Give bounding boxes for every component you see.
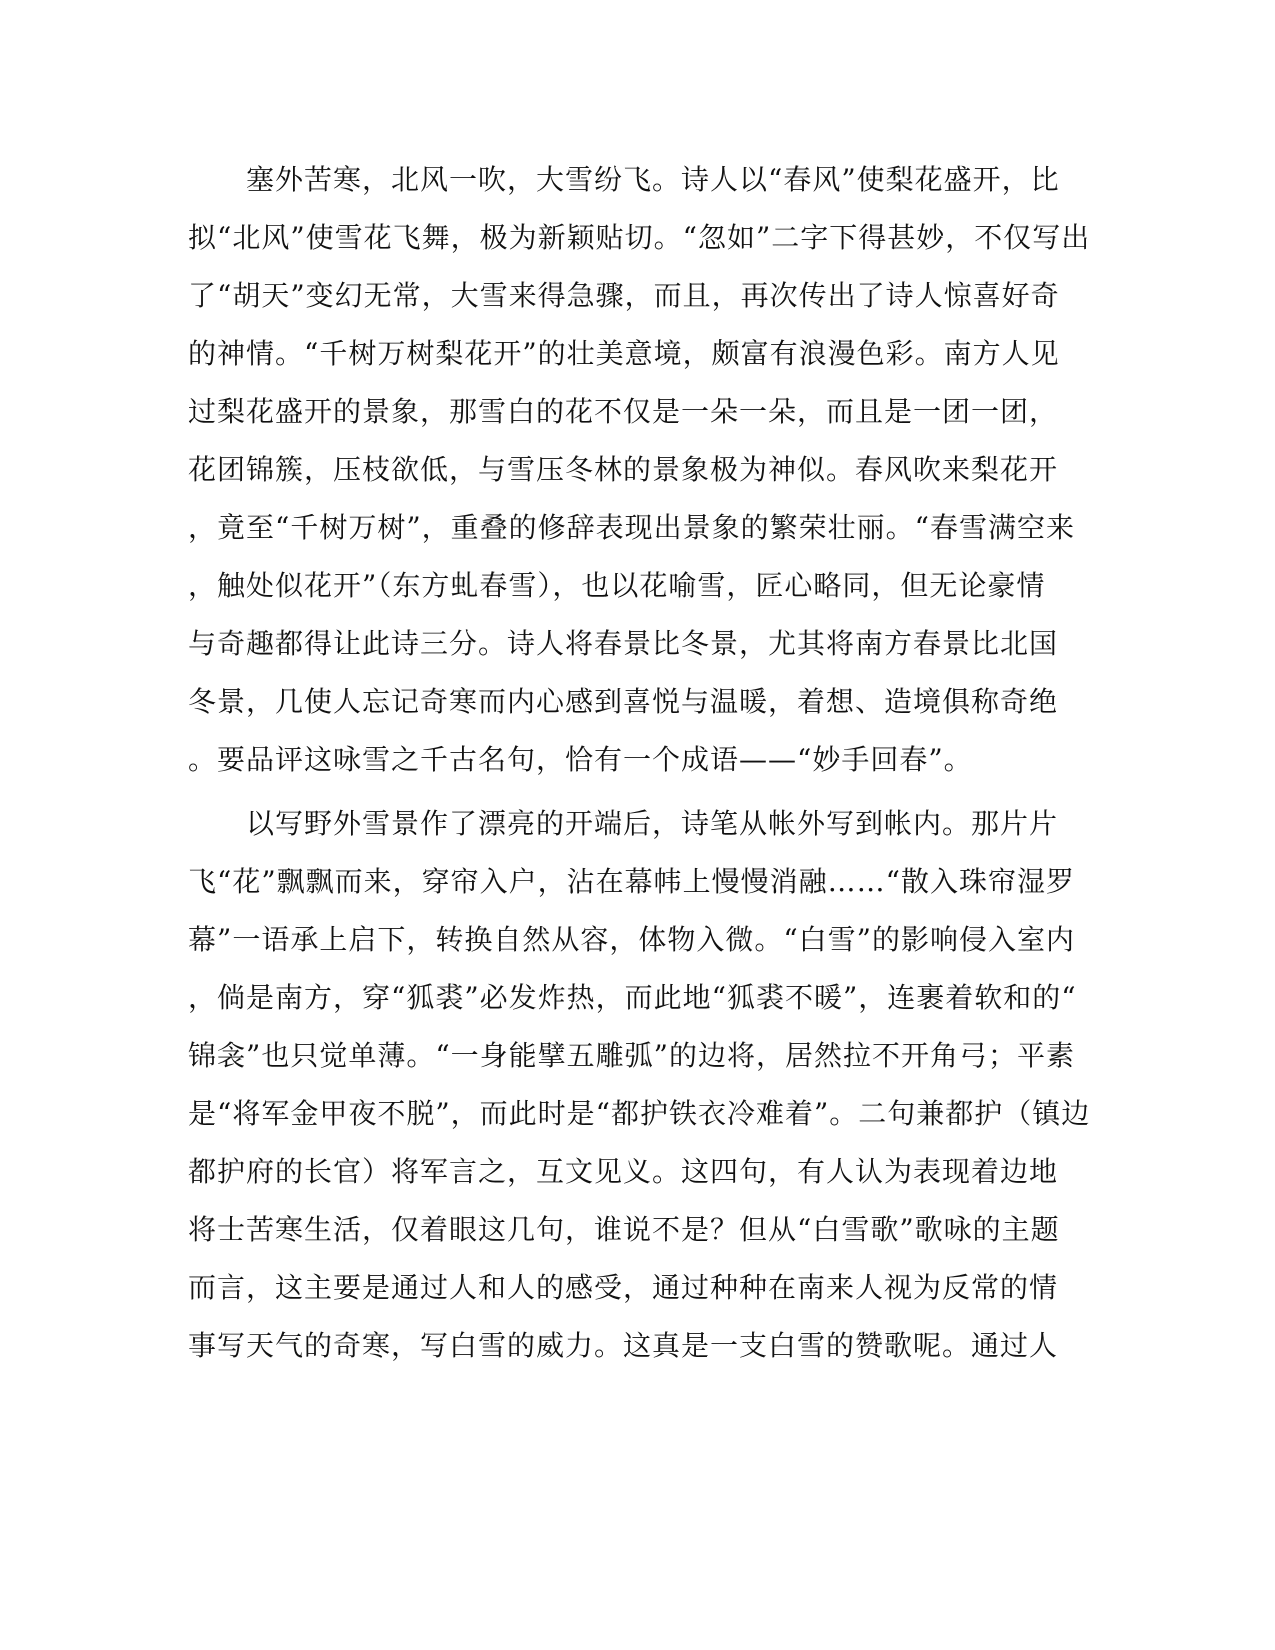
text-line: 塞外苦寒，北风一吹，大雪纷飞。诗人以“春风”使梨花盛开，比 (188, 163, 1060, 196)
text-line: 的神情。“千树万树梨花开”的壮美意境，颇富有浪漫色彩。南方人见 (188, 337, 1060, 370)
text-line: ，竟至“千树万树”，重叠的修辞表现出景象的繁荣壮丽。“春雪满空来 (188, 511, 1075, 544)
text-line: 以写野外雪景作了漂亮的开端后，诗笔从帐外写到帐内。那片片 (188, 807, 1059, 840)
text-line: 锦衾”也只觉单薄。“一身能擘五雕弧”的边将，居然拉不开角弓；平素 (188, 1039, 1075, 1072)
text-line: 而言，这主要是通过人和人的感受，通过种种在南来人视为反常的情 (188, 1271, 1059, 1304)
text-line: 飞“花”飘飘而来，穿帘入户，沾在幕帏上慢慢消融……“散入珠帘湿罗 (188, 865, 1075, 898)
text-line: ，倘是南方，穿“狐裘”必发炸热，而此地“狐裘不暖”，连裹着软和的“ (188, 981, 1077, 1014)
text-line: 将士苦寒生活，仅着眼这几句，谁说不是？但从“白雪歌”歌咏的主题 (188, 1213, 1060, 1246)
text-line: 事写天气的奇寒，写白雪的威力。这真是一支白雪的赞歌呢。通过人 (188, 1329, 1059, 1362)
text-line: 拟“北风”使雪花飞舞，极为新颖贴切。“忽如”二字下得甚妙，不仅写出 (188, 221, 1091, 254)
text-line: 了“胡天”变幻无常，大雪来得急骤，而且，再次传出了诗人惊喜好奇 (188, 279, 1060, 312)
text-line: ，触处似花开”（东方虬春雪），也以花喻雪，匠心略同，但无论豪情 (188, 569, 1046, 602)
text-line: 过梨花盛开的景象，那雪白的花不仅是一朵一朵，而且是一团一团， (188, 395, 1059, 428)
text-line: 。要品评这咏雪之千古名句，恰有一个成语——“妙手回春”。 (188, 743, 973, 776)
text-line: 是“将军金甲夜不脱”，而此时是“都护铁衣冷难着”。二句兼都护（镇边 (188, 1097, 1091, 1130)
text-line: 冬景，几使人忘记奇寒而内心感到喜悦与温暖，着想、造境俱称奇绝 (188, 685, 1059, 718)
text-line: 与奇趣都得让此诗三分。诗人将春景比冬景，尤其将南方春景比北国 (188, 627, 1059, 660)
text-line: 花团锦簇，压枝欲低，与雪压冬林的景象极为神似。春风吹来梨花开 (188, 453, 1059, 486)
text-line: 幕”一语承上启下，转换自然从容，体物入微。“白雪”的影响侵入室内 (188, 923, 1075, 956)
text-line: 都护府的长官）将军言之，互文见义。这四句，有人认为表现着边地 (188, 1155, 1059, 1188)
